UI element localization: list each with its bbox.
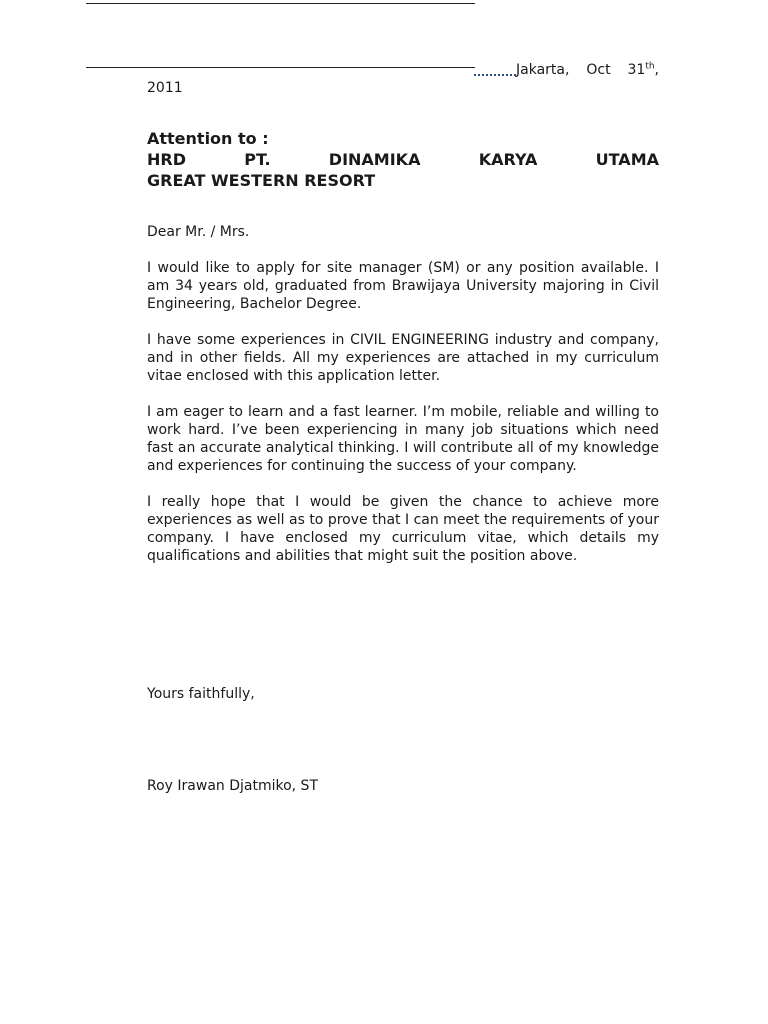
signature-name: Roy Irawan Djatmiko, ST [147, 778, 318, 794]
date-text: Jakarta, Oct 31 [516, 62, 646, 78]
letter-body [147, 128, 659, 795]
paragraph-intro: I would like to apply for site manager (SM) or any position available. I am 34 years old, graduated from Brawijaya University majoring in Civil Engineering, Bachelor Degree. [147, 260, 659, 312]
closing: Yours faithfully, [147, 686, 255, 702]
attention-heading: Attention to : [147, 129, 269, 148]
paragraph-experience: I have some experiences in CIVIL ENGINEERING industry and company, and in other fields. All my experiences are attached in my curriculum vitae enclosed with this application letter. [147, 332, 659, 384]
recipient-line-1: HRD PT. DINAMIKA KARYA UTAMA [147, 150, 659, 169]
top-rule [86, 3, 475, 4]
date-line [147, 61, 659, 97]
date-year: , 2011 [147, 62, 659, 96]
paragraph-hope: I really hope that I would be given the chance to achieve more experiences as well as to prove that I can meet the requirements of your company. I have enclosed my curriculum vitae, which details my qualifications and abilities that might suit the position above. [147, 494, 659, 564]
recipient-block [147, 149, 659, 191]
date-suffix: th [645, 61, 655, 72]
paragraph-qualities: I am eager to learn and a fast learner. I’m mobile, reliable and willing to work hard. I’ve been experiencing in many job situations which need fast an accurate analytical thinking. I will contribute all of my knowledge and experiences for continuing the success of your company. [147, 404, 659, 474]
salutation: Dear Mr. / Mrs. [147, 224, 250, 240]
recipient-line-2: GREAT WESTERN RESORT [147, 171, 376, 190]
